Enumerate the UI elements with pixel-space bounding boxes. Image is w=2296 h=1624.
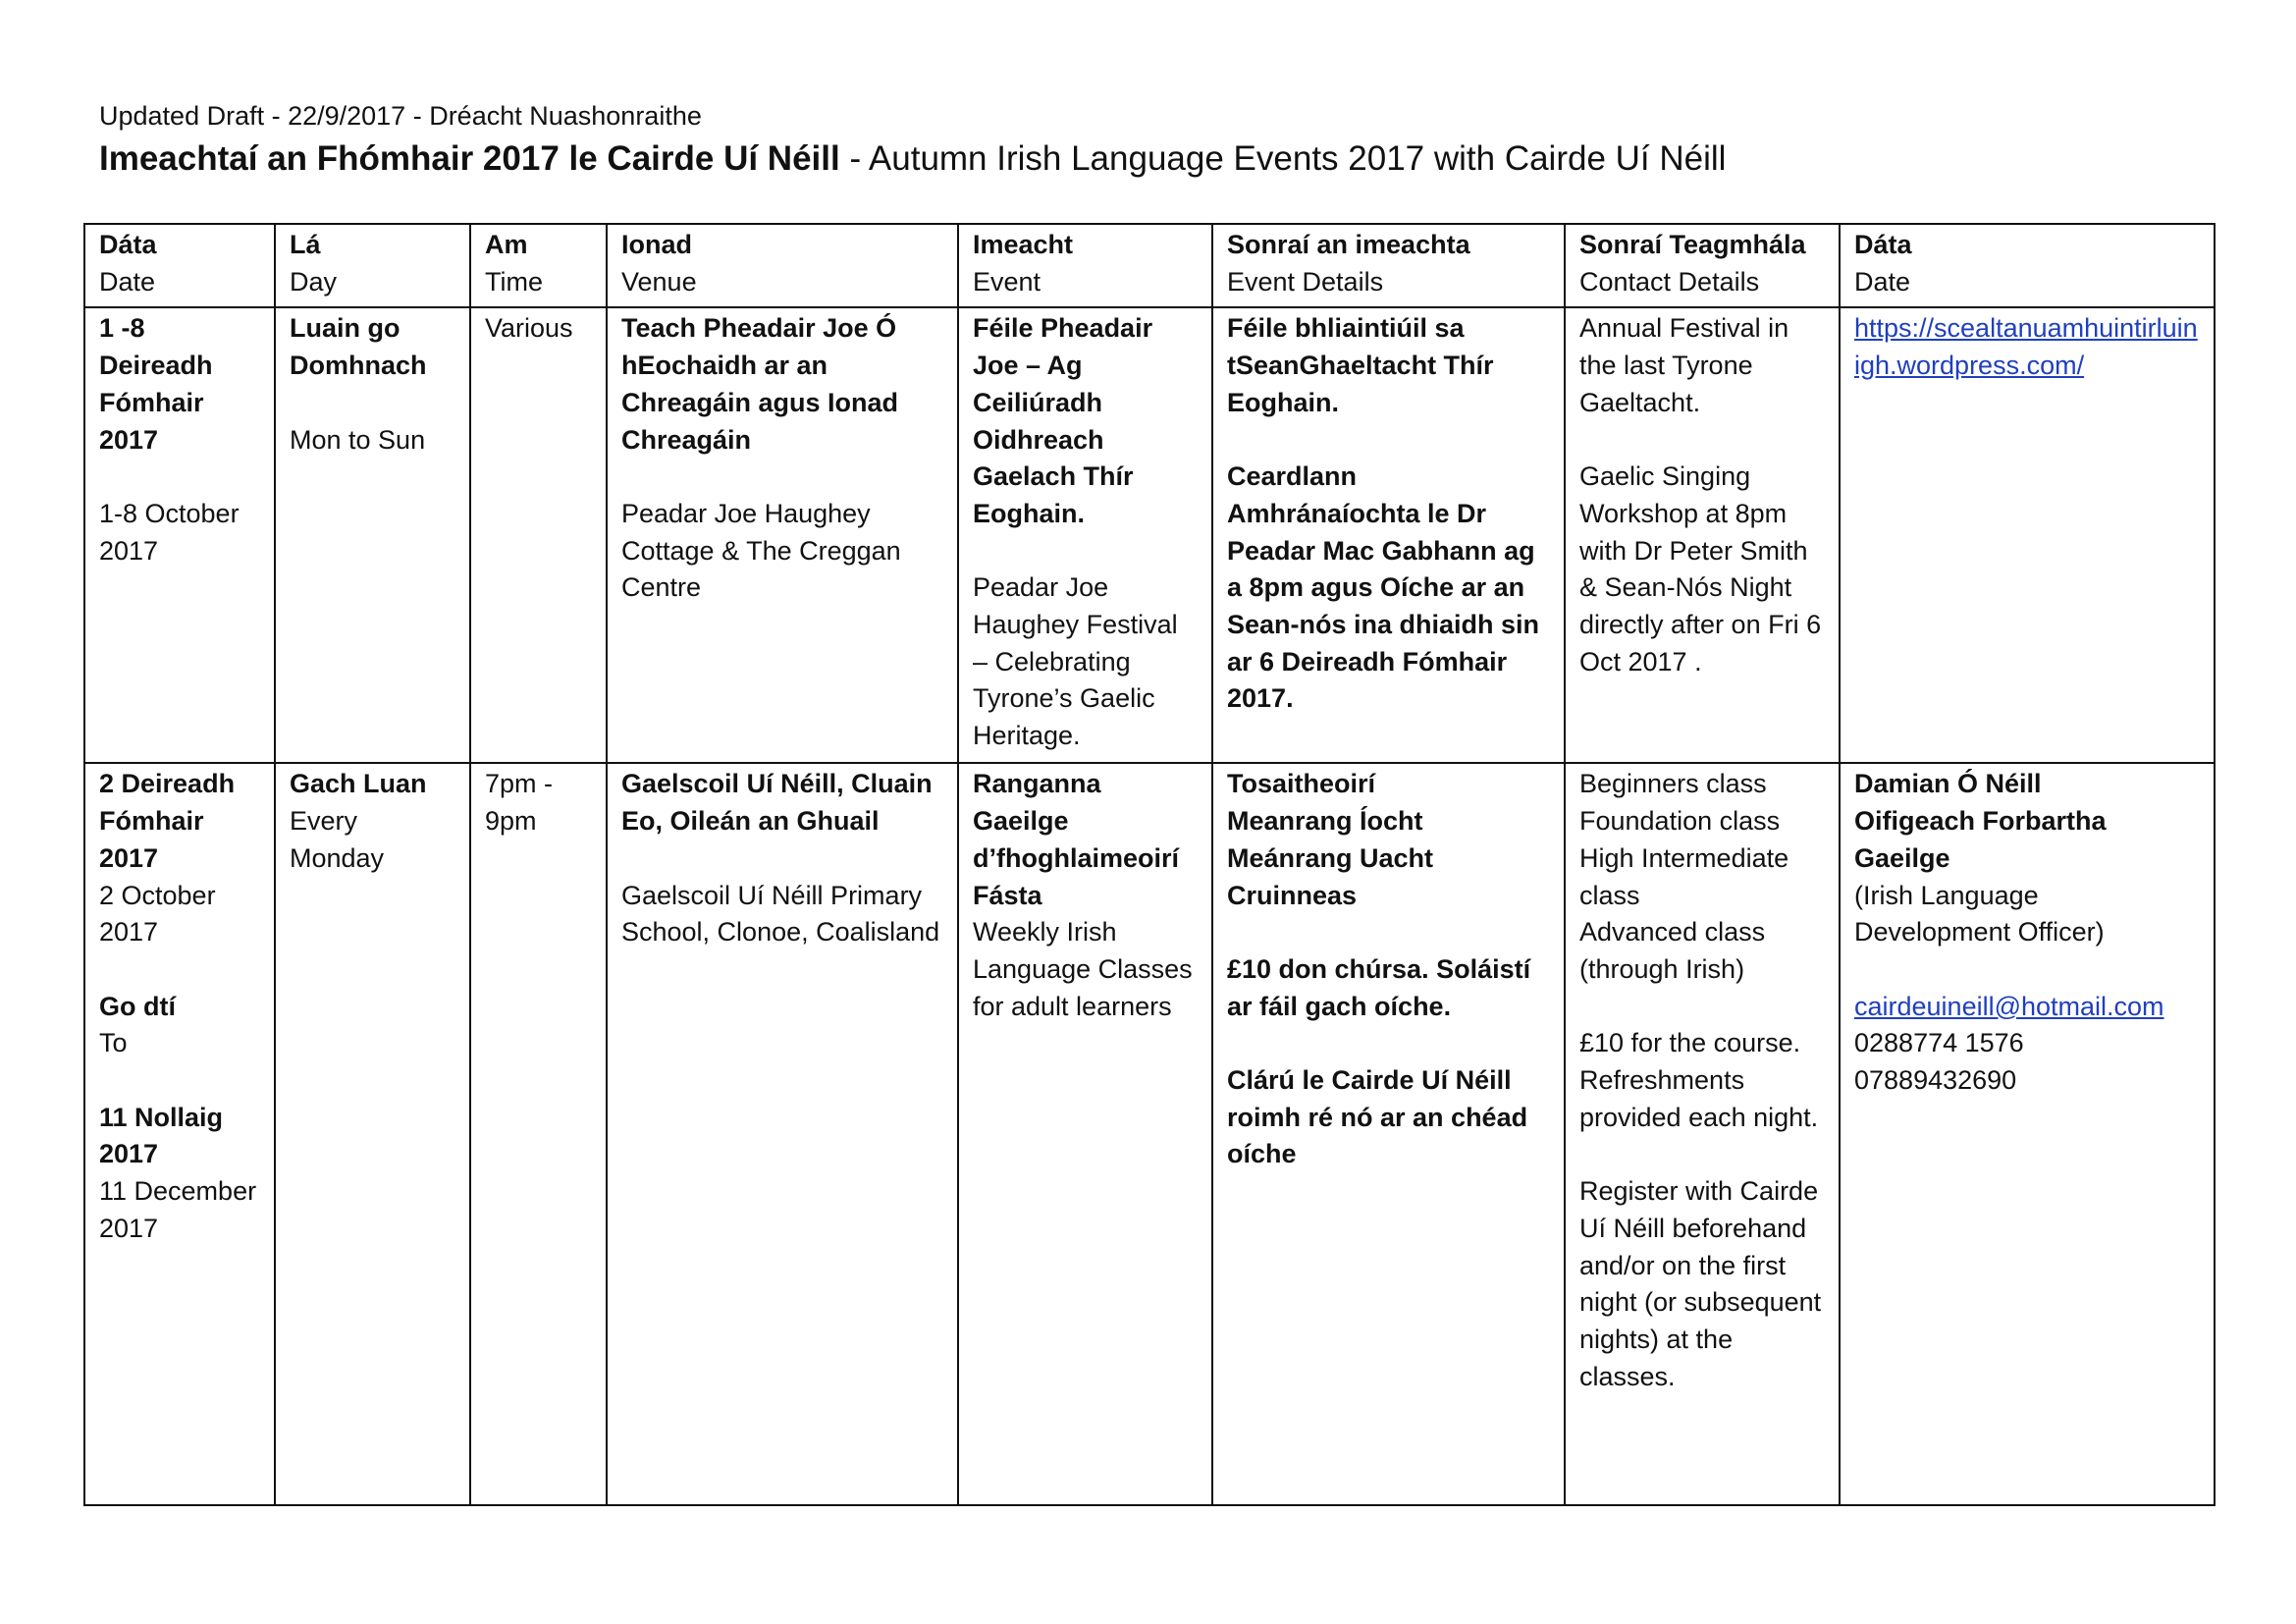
cell-venue: Gaelscoil Uí Néill, Cluain Eo, Oileán an Ghuail Gaelscoil Uí Néill Primary School, Clonoe, Coalisland: [607, 763, 958, 1505]
cell-event: Ranganna Gaeilge d’fhoghlaimeoirí Fásta Weekly Irish Language Classes for adult learners: [958, 763, 1212, 1505]
cell-day: Gach Luan Every Monday: [275, 763, 470, 1505]
events-table: [83, 223, 2216, 1506]
contact-mobile: 07889432690: [1854, 1065, 2017, 1096]
title-english: - Autumn Irish Language Events 2017 with Cairde Uí Néill: [839, 139, 1727, 178]
table-row: [84, 763, 2215, 1505]
contact-name: Damian Ó Néill: [1854, 769, 2042, 799]
header-cell-contact-details: Sonraí Teagmhála Contact Details: [1565, 224, 1840, 307]
table-row: [84, 307, 2215, 763]
cell-contact-details: Beginners class Foundation class High Intermediate class Advanced class (through Irish) £10 for the course. Refreshments provided each night. Register with Cairde Uí Néill beforehand and/or on the first night (or subsequent nights) at the classes.: [1565, 763, 1840, 1505]
cell-time: Various: [470, 307, 607, 763]
header-cell-date-2: Dáta Date: [1840, 224, 2215, 307]
contact-title-english: (Irish Language Development Officer): [1854, 880, 2105, 947]
page-title: [99, 135, 1726, 183]
contact-title: Oifigeach Forbartha Gaeilge: [1854, 806, 2107, 873]
header-cell-day: Lá Day: [275, 224, 470, 307]
draft-date-line: Updated Draft - 22/9/2017 - Dréacht Nuashonraithe: [99, 101, 702, 131]
cell-venue: Teach Pheadair Joe Ó hEochaidh ar an Chreagáin agus Ionad Chreagáin Peadar Joe Haughey Cottage & The Creggan Centre: [607, 307, 958, 763]
cell-day: Luain go Domhnach Mon to Sun: [275, 307, 470, 763]
cell-date-link: [1840, 307, 2215, 763]
cell-contact-details: Annual Festival in the last Tyrone Gaeltacht. Gaelic Singing Workshop at 8pm with Dr Peter Smith & Sean-Nós Night directly after on Fri 6 Oct 2017 .: [1565, 307, 1840, 763]
cell-event-details: Tosaitheoirí Meanrang Íocht Meánrang Uacht Cruinneas £10 don chúrsa. Soláistí ar fáil gach oíche. Clárú le Cairde Uí Néill roimh ré nó ar an chéad oíche: [1212, 763, 1565, 1505]
header-cell-venue: Ionad Venue: [607, 224, 958, 307]
title-irish: Imeachtaí an Fhómhair 2017 le Cairde Uí Néill: [99, 139, 840, 178]
header-cell-date: Dáta Date: [84, 224, 275, 307]
contact-phone: 0288774 1576: [1854, 1028, 2024, 1058]
cell-contact-person: [1840, 763, 2215, 1505]
header-cell-event: Imeacht Event: [958, 224, 1212, 307]
cell-date: 1 -8 Deireadh Fómhair 2017 1-8 October 2017: [84, 307, 275, 763]
header-cell-event-details: Sonraí an imeachta Event Details: [1212, 224, 1565, 307]
header-cell-time: Am Time: [470, 224, 607, 307]
cell-time: 7pm - 9pm: [470, 763, 607, 1505]
festival-website-link[interactable]: https://scealtanuamhuintirluinigh.wordpress.com/: [1854, 313, 2198, 381]
contact-email-link[interactable]: cairdeuineill@hotmail.com: [1854, 991, 2164, 1021]
cell-date: 2 Deireadh Fómhair 2017 2 October 2017 Go dtí To 11 Nollaig 2017 11 December 2017: [84, 763, 275, 1505]
table-header-row: [84, 224, 2215, 307]
cell-event: Féile Pheadair Joe – Ag Ceiliúradh Oidhreach Gaelach Thír Eoghain. Peadar Joe Haughey Festival – Celebrating Tyrone’s Gaelic Heritage.: [958, 307, 1212, 763]
cell-event-details: Féile bhliaintiúil sa tSeanGhaeltacht Thír Eoghain. Ceardlann Amhránaíochta le Dr Peadar Mac Gabhann ag a 8pm agus Oíche ar an Sean-nós ina dhiaidh sin ar 6 Deireadh Fómhair 2017.: [1212, 307, 1565, 763]
